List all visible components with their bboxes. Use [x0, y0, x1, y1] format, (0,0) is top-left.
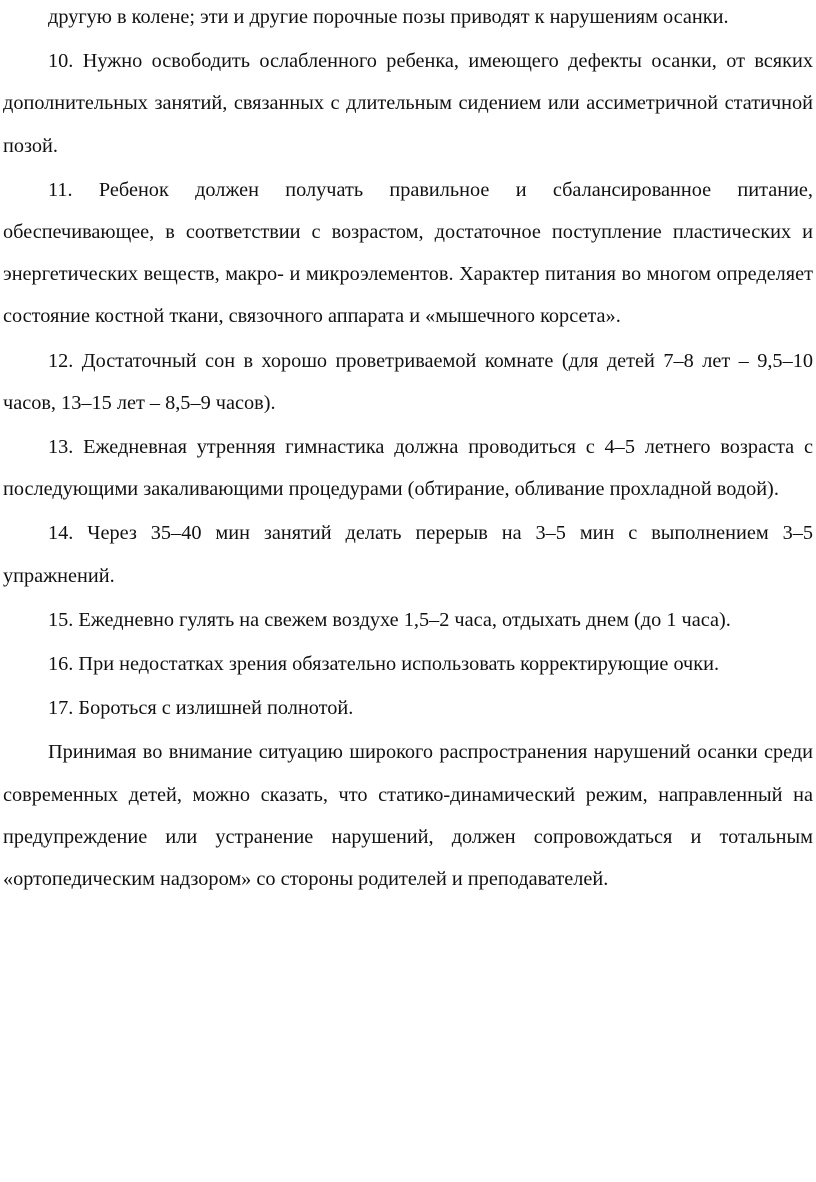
paragraph-item-12: 12. Достаточный сон в хорошо проветриваемой комнате (для детей 7–8 лет – 9,5–10 часов, 13–15 лет – 8,5–9 часов).: [3, 349, 813, 414]
paragraph-conclusion: Принимая во внимание ситуацию широкого распространения нарушений осанки среди современных детей, можно сказать, что статико-динамический режим, направленный на предупреждение или устранение нарушений, должен сопровождаться и тотальным «ортопедическим надзором» со стороны родителей и преподавателей.: [3, 741, 813, 891]
paragraph-item-17: 17. Бороться с излишней полнотой.: [48, 697, 354, 720]
paragraph-item-16: 16. При недостатках зрения обязательно использовать корректирующие очки.: [48, 653, 720, 676]
paragraph-item-15: 15. Ежедневно гулять на свежем воздухе 1,5–2 часа, отдыхать днем (до 1 часа).: [48, 608, 731, 631]
paragraph-item-11: 11. Ребенок должен получать правильное и сбалансированное питание, обеспечивающее, в соответствии с возрастом, достаточное поступление пластических и энергетических веществ, макро- и микроэлементов. Характер питания во многом определяет состояние костной ткани, связочного аппарата и «мышечного корсета».: [3, 178, 813, 328]
paragraph-continuation: другую в колене; эти и другие порочные позы приводят к нарушениям осанки.: [48, 6, 729, 28]
document-page: [3, 0, 813, 900]
paragraph-item-14: 14. Через 35–40 мин занятий делать перерыв на 3–5 мин с выполнением 3–5 упражнений.: [3, 522, 813, 587]
paragraph-item-10: 10. Нужно освободить ослабленного ребенка, имеющего дефекты осанки, от всяких дополнительных занятий, связанных с длительным сидением или ассиметричной статичной позой.: [3, 50, 813, 157]
paragraph-item-13: 13. Ежедневная утренняя гимнастика должна проводиться с 4–5 летнего возраста с последующими закаливающими процедурами (обтирание, обливание прохладной водой).: [3, 436, 813, 501]
